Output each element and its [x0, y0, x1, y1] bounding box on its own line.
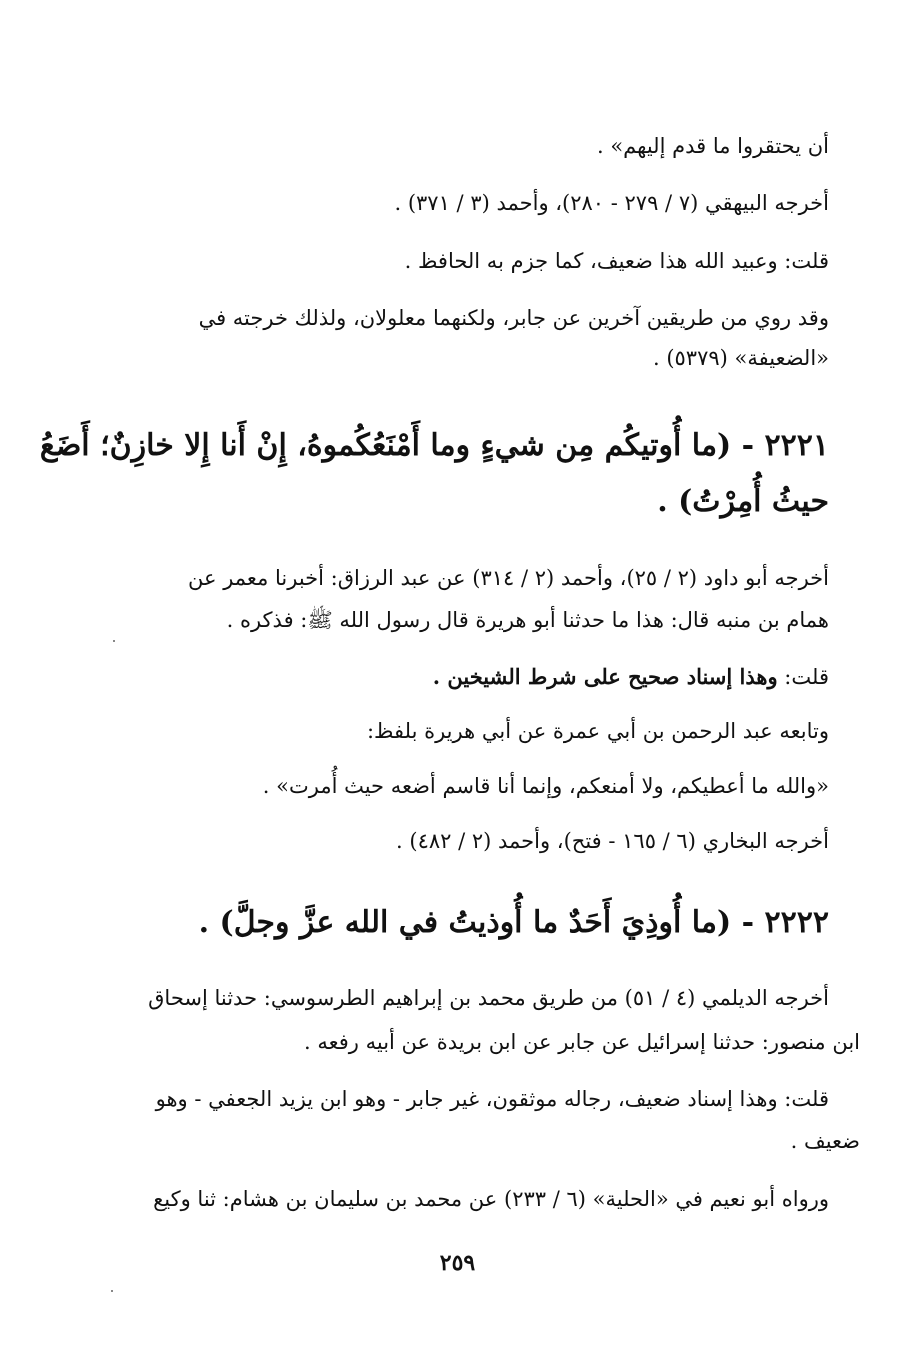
text-line: قلت: وهذا إسناد ضعيف، رجاله موثقون، غير جابر - وهو ابن يزيد الجعفي - وهو — [155, 1087, 829, 1111]
text-line: وتابعه عبد الرحمن بن أبي عمرة عن أبي هريرة بلفظ: — [366, 719, 829, 743]
text-line: أن يحتقروا ما قدم إليهم» . — [596, 134, 829, 158]
text-line: همام بن منبه قال: هذا ما حدثنا أبو هريرة قال رسول الله ﷺ: فذكره . — [226, 608, 829, 632]
text-line: أخرجه البيهقي (٧ / ٢٧٩ - ٢٨٠)، وأحمد (٣ / ٣٧١) . — [394, 191, 829, 215]
text-line: «الضعيفة» (٥٣٧٩) . — [652, 346, 829, 370]
scan-speck — [113, 640, 115, 642]
hadith-heading: ٢٢٢١ - (ما أُوتيكُم مِن شيءٍ وما أَمْنَعُكُموهُ، إِنْ أَنا إِلا خازِنٌ؛ أَضَعُ — [39, 428, 829, 463]
text-line: «والله ما أعطيكم، ولا أمنعكم، وإنما أنا قاسم أضعه حيث أُمرت» . — [262, 774, 829, 798]
text-line: ورواه أبو نعيم في «الحلية» (٦ / ٢٣٣) عن محمد بن سليمان بن هشام: ثنا وكيع — [153, 1187, 829, 1211]
text-line: أخرجه الديلمي (٤ / ٥١) من طريق محمد بن إبراهيم الطرسوسي: حدثنا إسحاق — [148, 986, 829, 1010]
text-label: قلت: — [777, 665, 829, 689]
hadith-heading: ٢٢٢٢ - (ما أُوذِيَ أَحَدٌ ما أُوذيتُ في الله عزَّ وجلَّ) . — [198, 905, 829, 940]
bold-verdict: وهذا إسناد صحيح على شرط الشيخين . — [432, 664, 778, 689]
text-line: أخرجه البخاري (٦ / ١٦٥ - فتح)، وأحمد (٢ / ٤٨٢) . — [396, 829, 829, 853]
text-line: وقد روي من طريقين آخرين عن جابر، ولكنهما معلولان، ولذلك خرجته في — [198, 306, 829, 330]
text-line — [433, 662, 829, 692]
page-number: ٢٥٩ — [439, 1250, 476, 1276]
text-line: ضعيف . — [790, 1129, 860, 1153]
text-line: قلت: وعبيد الله هذا ضعيف، كما جزم به الحافظ . — [404, 249, 829, 273]
text-line: ابن منصور: حدثنا إسرائيل عن جابر عن ابن بريدة عن أبيه رفعه . — [304, 1030, 860, 1054]
scan-speck — [111, 1290, 113, 1292]
text-line: أخرجه أبو داود (٢ / ٢٥)، وأحمد (٢ / ٣١٤) عن عبد الرزاق: أخبرنا معمر عن — [188, 566, 829, 590]
hadith-heading: حيثُ أُمِرْتُ) . — [657, 484, 829, 519]
